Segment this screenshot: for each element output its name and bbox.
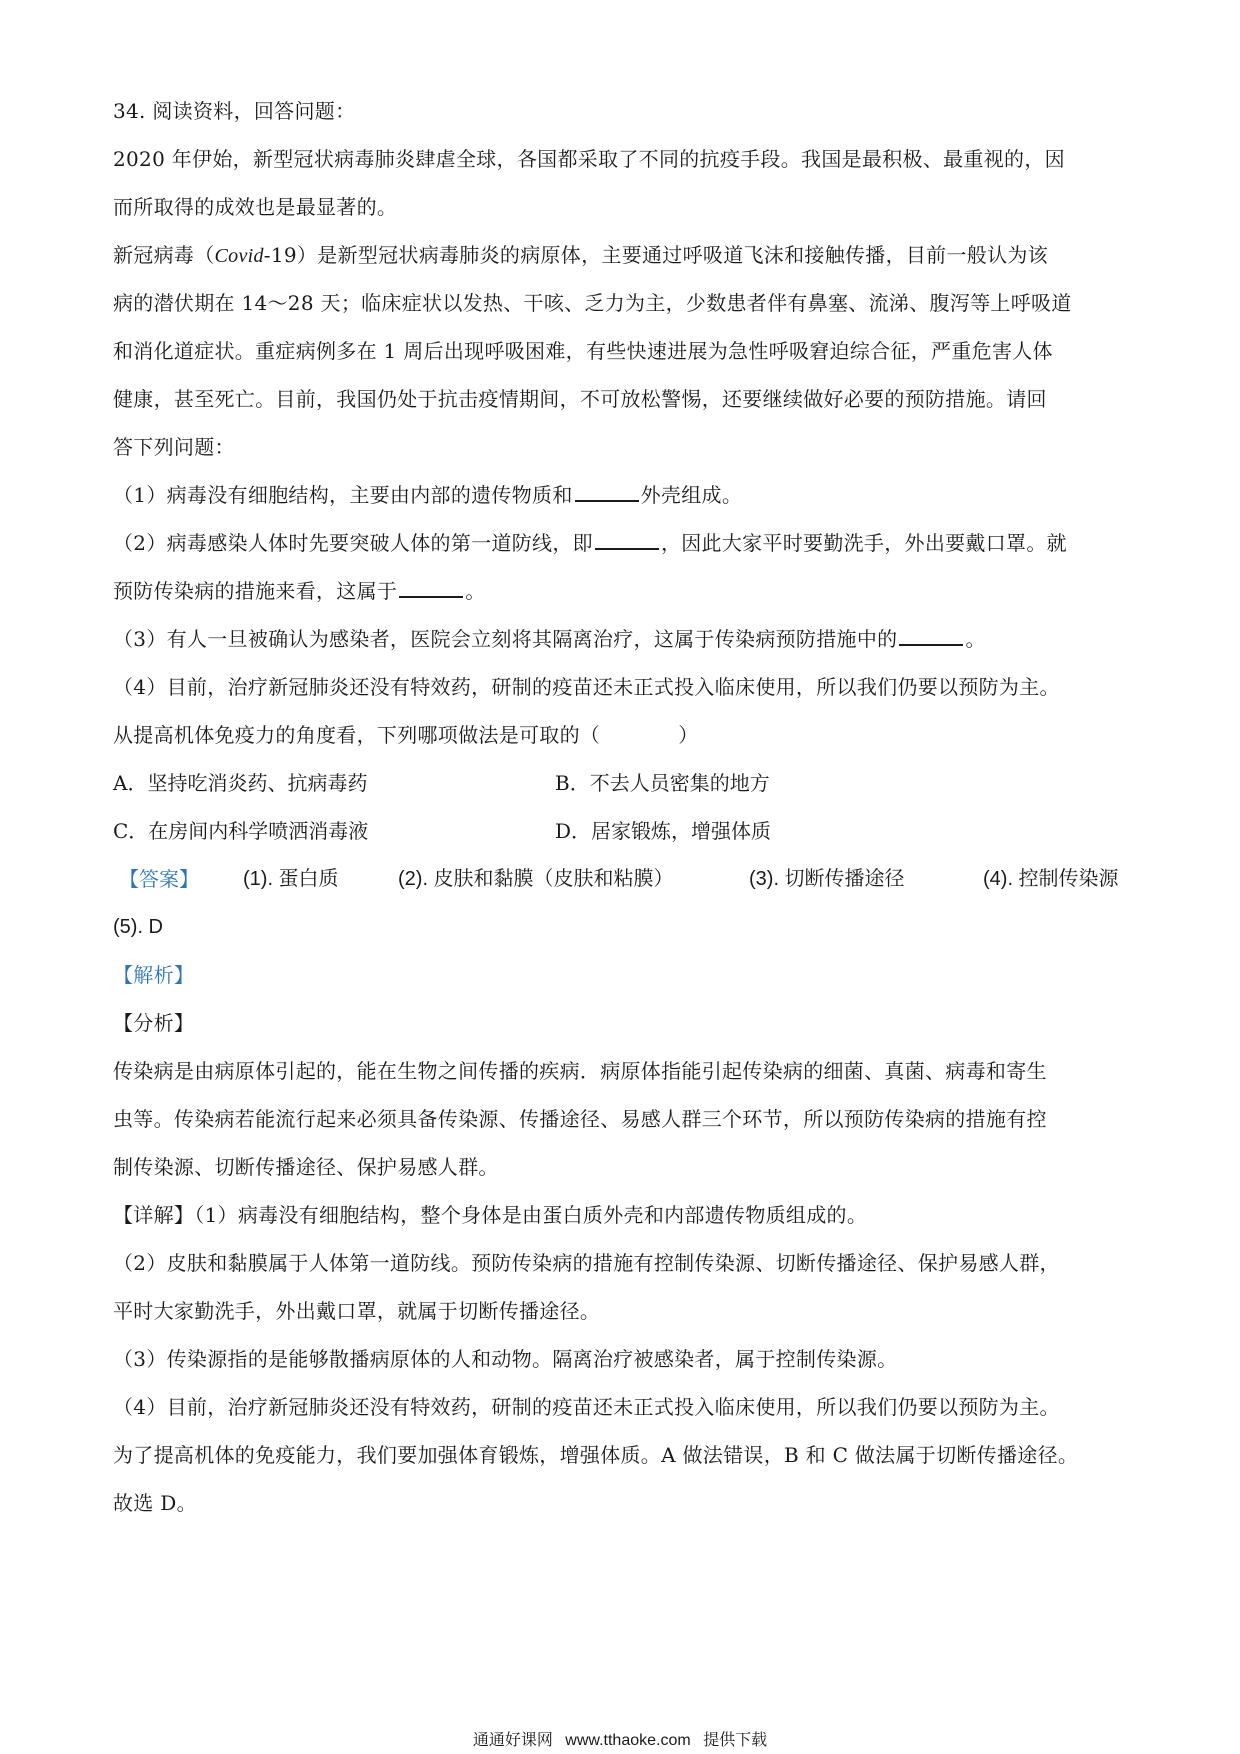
page-footer [0,1727,1240,1750]
detail-text: （1）病毒没有细胞结构，整个身体是由蛋白质外壳和内部遗传物质组成的。 [194,1203,868,1227]
q2b-text-end: 。 [465,579,486,603]
passage-line: 和消化道症状。重症病例多在 1 周后出现呼吸困难，有些快速进展为急性呼吸窘迫综合征，严重危害人体 [113,339,1053,363]
answer-blank[interactable] [595,528,659,550]
q4b-text-end: ） [678,723,699,747]
sub-question-2-cont [113,576,486,606]
answer-item-2: (2). 皮肤和黏膜（皮肤和粘膜） [398,868,674,890]
analysis-line: 制传染源、切断传播途径、保护易感人群。 [113,1155,499,1179]
detail-line: 故选 D。 [113,1491,197,1515]
fenxi-label: 【分析】 [113,1011,195,1035]
sub-question-4: （4）目前，治疗新冠肺炎还没有特效药，研制的疫苗还未正式投入临床使用，所以我们仍要以预防为主。 [113,675,1060,699]
option-b: B．不去人员密集的地方 [555,771,770,795]
sub-question-2 [113,528,1067,558]
xiangjie-label: 【详解】 [113,1203,195,1227]
answer-blank[interactable] [575,480,639,502]
sub-question-4-cont [113,720,699,750]
sub-question-3 [113,624,986,654]
passage-line: 健康，甚至死亡。目前，我国仍处于抗击疫情期间，不可放松警惕，还要继续做好必要的预防措施。请回 [113,387,1047,411]
detail-line: （3）传染源指的是能够散播病原体的人和动物。隔离治疗被感染者，属于控制传染源。 [113,1347,898,1371]
passage-text: 新冠病毒（ [113,243,215,267]
option-c: C．在房间内科学喷洒消毒液 [113,819,369,843]
q4b-text: 从提高机体免疫力的角度看，下列哪项做法是可取的（ [113,723,601,747]
answer-blank[interactable] [899,624,963,646]
answer-blank[interactable] [399,576,463,598]
detail-line: （2）皮肤和黏膜属于人体第一道防线。预防传染病的措施有控制传染源、切断传播途径、保护易感人群， [113,1251,1060,1275]
passage-line: 病的潜伏期在 14～28 天；临床症状以发热、干咳、乏力为主，少数患者伴有鼻塞、流涕、腹泻等上呼吸道 [113,291,1072,315]
option-a: A．坚持吃消炎药、抗病毒药 [113,771,368,795]
detail-line: 为了提高机体的免疫能力，我们要加强体育锻炼，增强体质。A 做法错误，B 和 C 做法属于切断传播途径。 [113,1443,1079,1467]
q1-text-end: 外壳组成。 [640,483,743,507]
analysis-line: 传染病是由病原体引起的，能在生物之间传播的疾病．病原体指能引起传染病的细菌、真菌、病毒和寄生 [113,1059,1047,1083]
q2b-text: 预防传染病的措施来看，这属于 [113,579,398,603]
analysis-line: 虫等。传染病若能流行起来必须具备传染源、传播途径、易感人群三个环节，所以预防传染病的措施有控 [113,1107,1047,1131]
footer-url[interactable]: www.tthaoke.com [565,1732,691,1749]
passage-line: 而所取得的成效也是最显著的。 [113,195,398,219]
q3-text: （3）有人一旦被确认为感染者，医院会立刻将其隔离治疗，这属于传染病预防措施中的 [113,627,898,651]
answer-label: 【答案】 [119,867,199,891]
q1-text: （1）病毒没有细胞结构，主要由内部的遗传物质和 [113,483,573,507]
option-d: D．居家锻炼，增强体质 [555,819,772,843]
footer-site-name: 通通好课网 [472,1732,553,1749]
answer-item-1: (1). 蛋白质 [243,868,339,890]
sub-question-1 [113,480,742,510]
question-title: 34. 阅读资料，回答问题： [113,99,356,123]
passage-line [113,240,1048,270]
answer-item-3: (3). 切断传播途径 [749,868,905,890]
answer-item-4: (4). 控制传染源 [983,868,1119,890]
passage-line: 答下列问题： [113,435,235,459]
detail-line [113,1200,867,1230]
q3-text-end: 。 [965,627,986,651]
q2-text: （2）病毒感染人体时先要突破人体的第一道防线，即 [113,531,593,555]
passage-line: 2020 年伊始，新型冠状病毒肺炎肆虐全球，各国都采取了不同的抗疫手段。我国是最积极、最重视的，因 [113,147,1065,171]
q2-text-end: ，因此大家平时要勤洗手，外出要戴口罩。就 [660,531,1067,555]
analysis-label: 【解析】 [113,963,195,987]
answer-item-5: (5). D [113,916,163,938]
detail-line: （4）目前，治疗新冠肺炎还没有特效药，研制的疫苗还未正式投入临床使用，所以我们仍要以预防为主。 [113,1395,1060,1419]
passage-text: -19）是新型冠状病毒肺炎的病原体，主要通过呼吸道飞沫和接触传播，目前一般认为该 [263,243,1048,267]
footer-note: 提供下载 [703,1732,768,1749]
detail-line: 平时大家勤洗手，外出戴口罩，就属于切断传播途径。 [113,1299,601,1323]
virus-name-italic: Covid [214,245,264,267]
